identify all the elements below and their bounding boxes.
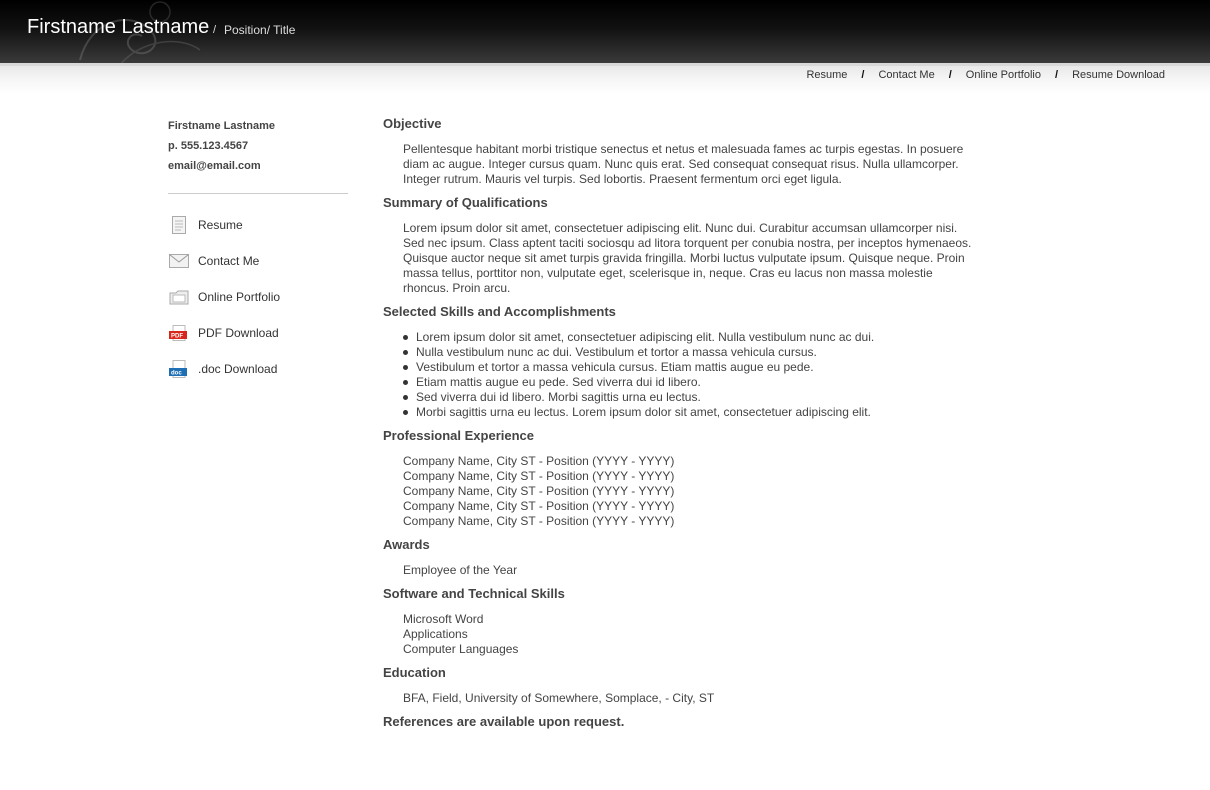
sidebar-item-doc-download[interactable] — [168, 351, 348, 387]
topnav-separator: / — [861, 69, 865, 81]
objective-text — [403, 142, 1003, 187]
text-line: rhoncus. Proin arcu. — [403, 281, 511, 295]
award-entry: Employee of the Year — [403, 563, 518, 577]
resume-content — [383, 114, 1003, 732]
list-item: Lorem ipsum dolor sit amet, consectetuer adipiscing elit. Nulla vestibulum nunc ac dui. — [416, 330, 1003, 345]
section-title-software: Software and Technical Skills — [383, 586, 565, 601]
awards-list — [403, 563, 1003, 578]
education-list — [403, 691, 1003, 706]
experience-entry: Company Name, City ST - Position (YYYY - YYYY) — [403, 499, 675, 513]
text-line: Pellentesque habitant morbi tristique senectus et netus et malesuada fames ac turpis egestas. In posuere — [403, 142, 964, 156]
sidebar-nav — [168, 207, 348, 387]
topnav-contact-link[interactable]: Contact Me — [878, 69, 935, 81]
list-item: Vestibulum et tortor a massa vehicula cursus. Etiam mattis augue eu pede. — [416, 360, 1003, 375]
topnav-separator: / — [948, 69, 952, 81]
summary-text — [403, 221, 1003, 296]
text-line: Integer rutrum. Mauris vel turpis. Sed lobortis. Praesent fermentum orci eget ligula. — [403, 172, 842, 186]
sidebar — [168, 116, 348, 387]
envelope-icon — [168, 251, 190, 271]
sidebar-item-portfolio[interactable] — [168, 279, 348, 315]
svg-text:doc: doc — [171, 370, 182, 377]
top-navigation — [806, 68, 1165, 82]
header-separator: / — [213, 24, 217, 36]
sidebar-item-label: Resume — [198, 218, 243, 232]
topnav-portfolio-link[interactable]: Online Portfolio — [965, 69, 1041, 81]
sidebar-item-pdf-download[interactable] — [168, 315, 348, 351]
header-name: Firstname Lastname — [27, 16, 210, 38]
experience-entry: Company Name, City ST - Position (YYYY - YYYY) — [403, 514, 675, 528]
topnav-separator: / — [1055, 69, 1059, 81]
doc-icon — [168, 359, 190, 379]
sidebar-item-label: Contact Me — [198, 254, 260, 268]
section-title-summary: Summary of Qualifications — [383, 195, 548, 210]
pdf-icon — [168, 323, 190, 343]
text-line: Quisque auctor neque sit amet turpis gravida fringilla. Morbi luctus vulputate ipsum. Quisque neque. Proin — [403, 251, 965, 265]
experience-entry: Company Name, City ST - Position (YYYY - YYYY) — [403, 454, 675, 468]
sidebar-item-resume[interactable] — [168, 207, 348, 243]
text-line: diam ac augue. Integer cursus quam. Nunc quis erat. Sed consequat consequat risus. Nulla ullamcorper. — [403, 157, 959, 171]
list-item: Morbi sagittis urna eu lectus. Lorem ipsum dolor sit amet, consectetuer adipiscing elit. — [416, 405, 1003, 420]
software-list — [403, 612, 1003, 657]
page-header — [0, 0, 1210, 63]
experience-list — [403, 454, 1003, 529]
svg-text:PDF: PDF — [171, 333, 183, 340]
folder-icon — [168, 287, 190, 307]
document-icon — [168, 215, 190, 235]
section-title-objective: Objective — [383, 116, 442, 131]
text-line: Lorem ipsum dolor sit amet, consectetuer adipiscing elit. Nunc dui. Curabitur accumsan ullamcorper nisi. — [403, 221, 958, 235]
text-line: Sed nec ipsum. Class aptent taciti sociosqu ad litora torquent per conubia nostra, per inceptos hymenaeos. — [403, 236, 972, 250]
sidebar-email[interactable]: email@email.com — [168, 160, 261, 172]
sidebar-name: Firstname Lastname — [168, 120, 275, 132]
list-item: Nulla vestibulum nunc ac dui. Vestibulum et tortor a massa vehicula cursus. — [416, 345, 1003, 360]
list-item: Etiam mattis augue eu pede. Sed viverra dui id libero. — [416, 375, 1003, 390]
references-note: References are available upon request. — [383, 714, 625, 729]
software-entry: Applications — [403, 627, 468, 641]
skills-list — [403, 330, 1003, 420]
sidebar-phone: p. 555.123.4567 — [168, 140, 249, 152]
sidebar-item-contact[interactable] — [168, 243, 348, 279]
topnav-resume-link[interactable]: Resume — [806, 69, 848, 81]
text-line: massa tellus, porttitor non, vulputate eget, scelerisque in, neque. Cras eu lacus non massa molestie — [403, 266, 933, 280]
list-item: Sed viverra dui id libero. Morbi sagittis urna eu lectus. — [416, 390, 1003, 405]
section-title-education: Education — [383, 665, 446, 680]
sidebar-item-label: Online Portfolio — [198, 290, 281, 304]
topnav-resume-download-link[interactable]: Resume Download — [1072, 69, 1165, 81]
sidebar-divider — [168, 193, 348, 194]
header-position-title: Position/ Title — [224, 23, 296, 37]
section-title-skills: Selected Skills and Accomplishments — [383, 304, 616, 319]
software-entry: Computer Languages — [403, 642, 519, 656]
experience-entry: Company Name, City ST - Position (YYYY - YYYY) — [403, 469, 675, 483]
section-title-experience: Professional Experience — [383, 428, 535, 443]
software-entry: Microsoft Word — [403, 612, 484, 626]
skills-list-wrapper — [403, 330, 1003, 420]
education-entry: BFA, Field, University of Somewhere, Somplace, - City, ST — [403, 691, 715, 705]
sidebar-item-label: .doc Download — [198, 362, 278, 376]
sidebar-item-label: PDF Download — [198, 326, 279, 340]
section-title-awards: Awards — [383, 537, 430, 552]
experience-entry: Company Name, City ST - Position (YYYY - YYYY) — [403, 484, 675, 498]
